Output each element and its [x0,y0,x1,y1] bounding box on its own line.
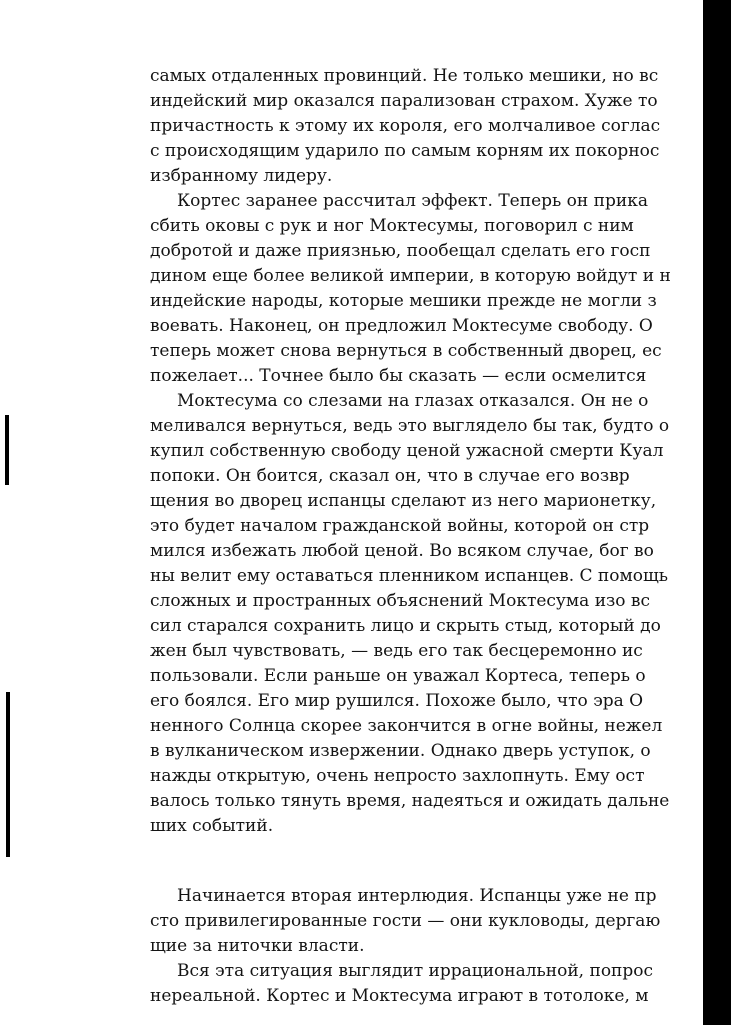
text-line: валось только тянуть время, надеяться и ожидать дальне [150,791,670,811]
text-line: пользовали. Если раньше он уважал Кортеса, теперь о [150,666,646,686]
text-line: ших событий. [150,816,274,836]
text-line: самых отдаленных провинций. Не только мешики, но вс [150,66,659,86]
text-line: Моктесума со слезами на глазах отказался. Он не о [177,391,649,411]
text-line: с происходящим ударило по самым корням их покорнос [150,141,660,161]
text-line: щие за ниточки власти. [150,936,365,956]
text-line: индейский мир оказался парализован страхом. Хуже то [150,91,658,111]
text-line: сложных и пространных объяснений Моктесума изо вс [150,591,651,611]
text-line: сил старался сохранить лицо и скрыть стыд, который до [150,616,661,636]
text-line: нажды открытую, очень непросто захлопнуть. Ему ост [150,766,645,786]
scan-edge-shadow [703,0,731,1025]
text-line: его боялся. Его мир рушился. Похоже было, что эра О [150,691,644,711]
text-line: теперь может снова вернуться в собственный дворец, ес [150,341,662,361]
text-line: сбить оковы с рук и ног Моктесумы, поговорил с ним [150,216,634,236]
text-line: это будет началом гражданской войны, которой он стр [150,516,650,536]
text-line: нереальной. Кортес и Моктесума играют в тотолоке, м [150,986,649,1006]
text-line: добротой и даже приязнью, пообещал сделать его госп [150,241,651,261]
text-line: воевать. Наконец, он предложил Моктесуме свободу. О [150,316,653,336]
text-line: сто привилегированные гости — они кукловоды, дергаю [150,911,661,931]
text-line: мился избежать любой ценой. Во всяком случае, бог во [150,541,654,561]
scan-margin-mark [5,415,9,485]
text-line: причастность к этому их короля, его молчаливое соглас [150,116,661,136]
text-line: Кортес заранее рассчитал эффект. Теперь он прика [177,191,648,211]
text-line: попоки. Он боится, сказал он, что в случае его возвр [150,466,630,486]
text-line: жен был чувствовать, — ведь его так бесцеремонно ис [150,641,643,661]
text-line: щения во дворец испанцы сделают из него марионетку, [150,491,657,511]
text-line: ненного Солнца скорее закончится в огне войны, нежел [150,716,663,736]
text-line: Начинается вторая интерлюдия. Испанцы уже не пр [177,886,657,906]
text-line: избранному лидеру. [150,166,333,186]
text-line: купил собственную свободу ценой ужасной смерти Куал [150,441,664,461]
text-line: пожелает... Точнее было бы сказать — если осмелится [150,366,647,386]
text-line: индейские народы, которые мешики прежде не могли з [150,291,657,311]
scan-margin-mark [6,692,10,857]
text-line: ны велит ему оставаться пленником испанцев. С помощь [150,566,669,586]
text-line: Вся эта ситуация выглядит иррациональной, попрос [177,961,654,981]
text-line: дином еще более великой империи, в которую войдут и н [150,266,671,286]
text-line: в вулканическом извержении. Однако дверь уступок, о [150,741,651,761]
text-line: меливался вернуться, ведь это выглядело бы так, будто о [150,416,670,436]
